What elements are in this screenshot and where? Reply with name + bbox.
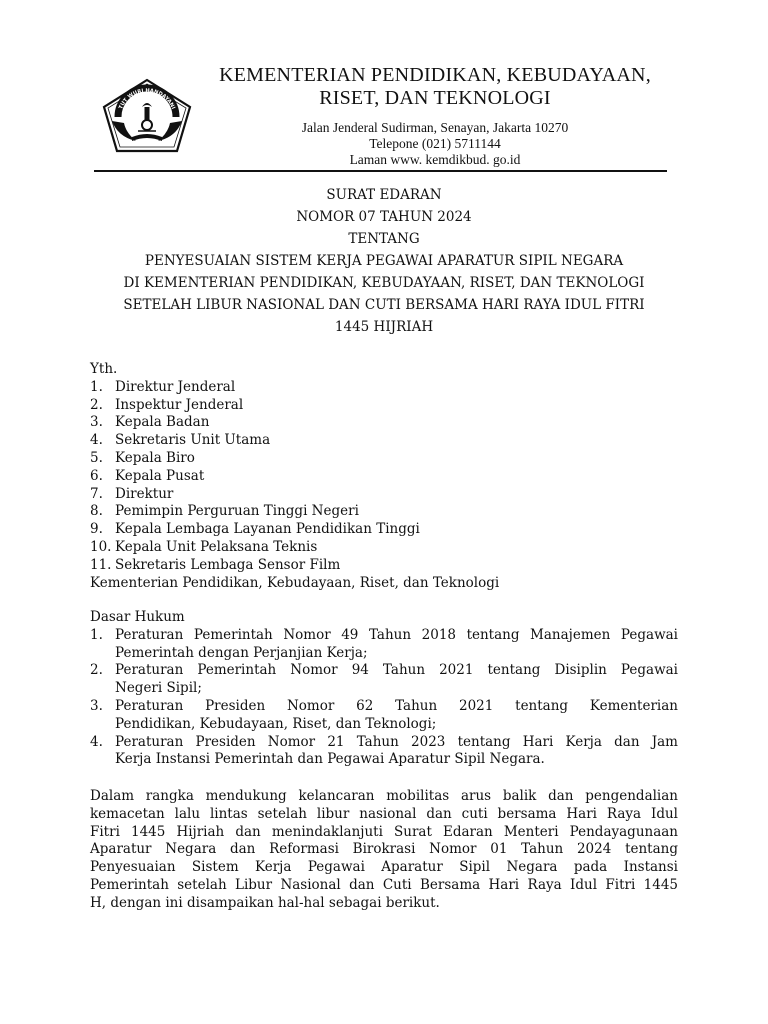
list-item: 3. Kepala Badan <box>90 414 210 431</box>
website-line: Laman www. kemdikbud. go.id <box>349 152 521 167</box>
ministry-name-line1: KEMENTERIAN PENDIDIKAN, KEBUDAYAAN, <box>219 64 651 86</box>
ministry-logo-icon <box>98 77 196 157</box>
body-line-1: Dalam rangka mendukung kelancaran mobilitas arus balik dan pengendalian <box>90 788 678 804</box>
list-item: 1. Direktur Jenderal <box>90 378 236 395</box>
body-line-2: kemacetan lalu lintas setelah libur nasional dan cuti bersama Hari Raya Idul <box>90 805 678 822</box>
doc-type: SURAT EDARAN <box>326 187 442 203</box>
list-item: 8. Pemimpin Perguruan Tinggi Negeri <box>90 503 359 520</box>
body-line-5: Penyesuaian Sistem Kerja Pegawai Aparatur Sipil Negara pada Instansi <box>90 859 678 876</box>
salutation: Yth. <box>90 361 118 377</box>
address-line: Jalan Jenderal Sudirman, Senayan, Jakarta 10270 <box>301 120 569 135</box>
list-item: 5. Kepala Biro <box>90 449 195 466</box>
body-line-3: Fitri 1445 Hijriah dan menindaklanjuti Surat Edaran Menteri Pendayagunaan <box>90 823 678 840</box>
doc-about: TENTANG <box>348 231 420 247</box>
subject-line-3: SETELAH LIBUR NASIONAL DAN CUTI BERSAMA HARI RAYA IDUL FITRI <box>123 297 645 313</box>
subject-line-2: DI KEMENTERIAN PENDIDIKAN, KEBUDAYAAN, RISET, DAN TEKNOLOGI <box>123 275 645 291</box>
list-item: 4. Sekretaris Unit Utama <box>90 432 271 449</box>
list-item: 6. Kepala Pusat <box>90 467 205 484</box>
recipient-institution: Kementerian Pendidikan, Kebudayaan, Riset, dan Teknologi <box>90 574 500 591</box>
list-item: 7. Direktur <box>90 485 174 502</box>
legal-basis-heading: Dasar Hukum <box>90 609 185 625</box>
legal-basis-section <box>90 609 678 769</box>
list-item: 2. Peraturan Pemerintah Nomor 94 Tahun 2021 tentang Disiplin Pegawai Negeri Sipil; <box>90 662 678 697</box>
letterhead-divider <box>94 170 667 172</box>
list-item: 3. Peraturan Presiden Nomor 62 Tahun 2021 tentang Kementerian Pendidikan, Kebudayaan, Riset, dan Teknologi; <box>90 697 678 732</box>
list-item: 1. Peraturan Pemerintah Nomor 49 Tahun 2018 tentang Manajemen Pegawai Pemerintah dengan Perjanjian Kerja; <box>90 626 678 661</box>
recipients-section <box>90 361 678 592</box>
svg-text:TUT WURI HANDAYANI: TUT WURI HANDAYANI <box>118 87 176 111</box>
ministry-contact <box>200 120 670 168</box>
ministry-name-line2: RISET, DAN TEKNOLOGI <box>319 87 551 109</box>
document-title <box>90 184 678 338</box>
phone-line: Telepone (021) 5711144 <box>369 136 501 151</box>
body-line-4: Aparatur Negara dan Reformasi Birokrasi Nomor 01 Tahun 2024 tentang <box>90 841 678 858</box>
ministry-name <box>200 64 670 110</box>
body-line-7: H, dengan ini disampaikan hal-hal sebagai berikut. <box>90 894 440 911</box>
list-item: 10. Kepala Unit Pelaksana Teknis <box>90 538 318 555</box>
body-paragraph <box>90 788 678 913</box>
list-item: 11. Sekretaris Lembaga Sensor Film <box>90 556 341 573</box>
list-item: 4. Peraturan Presiden Nomor 21 Tahun 2023 tentang Hari Kerja dan Jam Kerja Instansi Pemerintah dan Pegawai Aparatur Sipil Negara. <box>90 733 678 768</box>
doc-number: NOMOR 07 TAHUN 2024 <box>296 209 472 225</box>
body-line-6: Pemerintah setelah Libur Nasional dan Cuti Bersama Hari Raya Idul Fitri 1445 <box>90 876 678 893</box>
list-item: 2. Inspektur Jenderal <box>90 396 244 413</box>
subject-line-4: 1445 HIJRIAH <box>334 319 434 335</box>
list-item: 9. Kepala Lembaga Layanan Pendidikan Tinggi <box>90 521 420 538</box>
subject-line-1: PENYESUAIAN SISTEM KERJA PEGAWAI APARATUR SIPIL NEGARA <box>144 253 624 269</box>
